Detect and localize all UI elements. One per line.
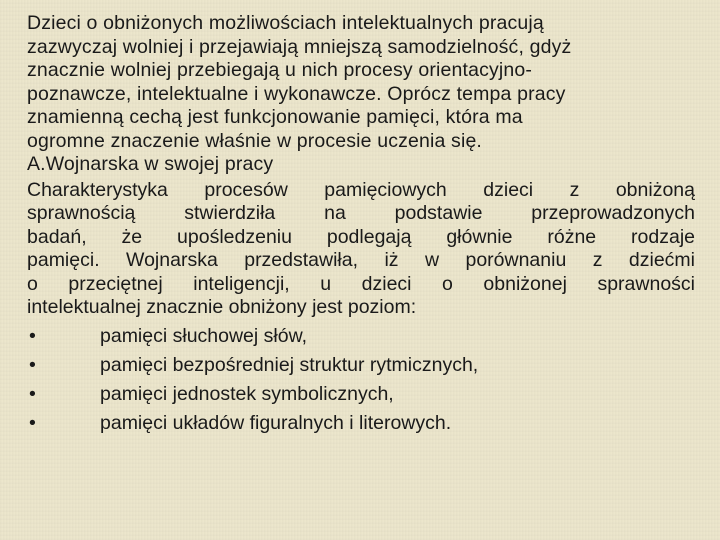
text-line: pamięci. Wojnarska przedstawiła, iż w porównaniu z dziećmi [27,249,695,271]
paragraph-memory-characteristics [27,179,695,320]
text-line: Charakterystyka procesów pamięciowych dzieci z obniżoną [27,178,695,201]
text-line: intelektualnej znacznie obniżony jest poziom: [27,296,417,318]
list-item-text: pamięci jednostek symbolicznych, [100,382,394,405]
bullet-icon: • [29,382,36,405]
slide-body-text [27,12,695,438]
memory-types-list [27,322,695,438]
text-line: znacznie wolniej przebiegają u nich procesy orientacyjno- [27,59,532,81]
text-line: Dzieci o obniżonych możliwościach intelektualnych pracują [27,12,544,34]
bullet-icon: • [29,411,36,434]
text-line: badań, że upośledzeniu podlegają głównie różne rodzaje [27,225,695,248]
text-line: sprawnością stwierdziła na podstawie przeprowadzonych [27,202,695,224]
paragraph-intro [27,12,695,177]
list-item [27,351,695,380]
bullet-icon: • [29,324,36,347]
text-line: o przeciętnej inteligencji, u dzieci o obniżonej sprawności [27,272,695,295]
text-line: zazwyczaj wolniej i przejawiają mniejszą samodzielność, gdyż [27,35,572,58]
list-item [27,409,695,438]
list-item-text: pamięci układów figuralnych i literowych. [100,411,452,434]
list-item [27,380,695,409]
text-line: A.Wojnarska w swojej pracy [27,153,274,175]
list-item-text: pamięci bezpośredniej struktur rytmicznych, [100,353,479,376]
list-item-text: pamięci słuchowej słów, [100,324,308,347]
text-line: poznawcze, intelektualne i wykonawcze. Oprócz tempa pracy [27,82,566,105]
text-line: ogromne znaczenie właśnie w procesie uczenia się. [27,129,483,152]
list-item [27,322,695,351]
bullet-icon: • [29,353,36,376]
text-line: znamienną cechą jest funkcjonowanie pamięci, która ma [27,106,523,128]
